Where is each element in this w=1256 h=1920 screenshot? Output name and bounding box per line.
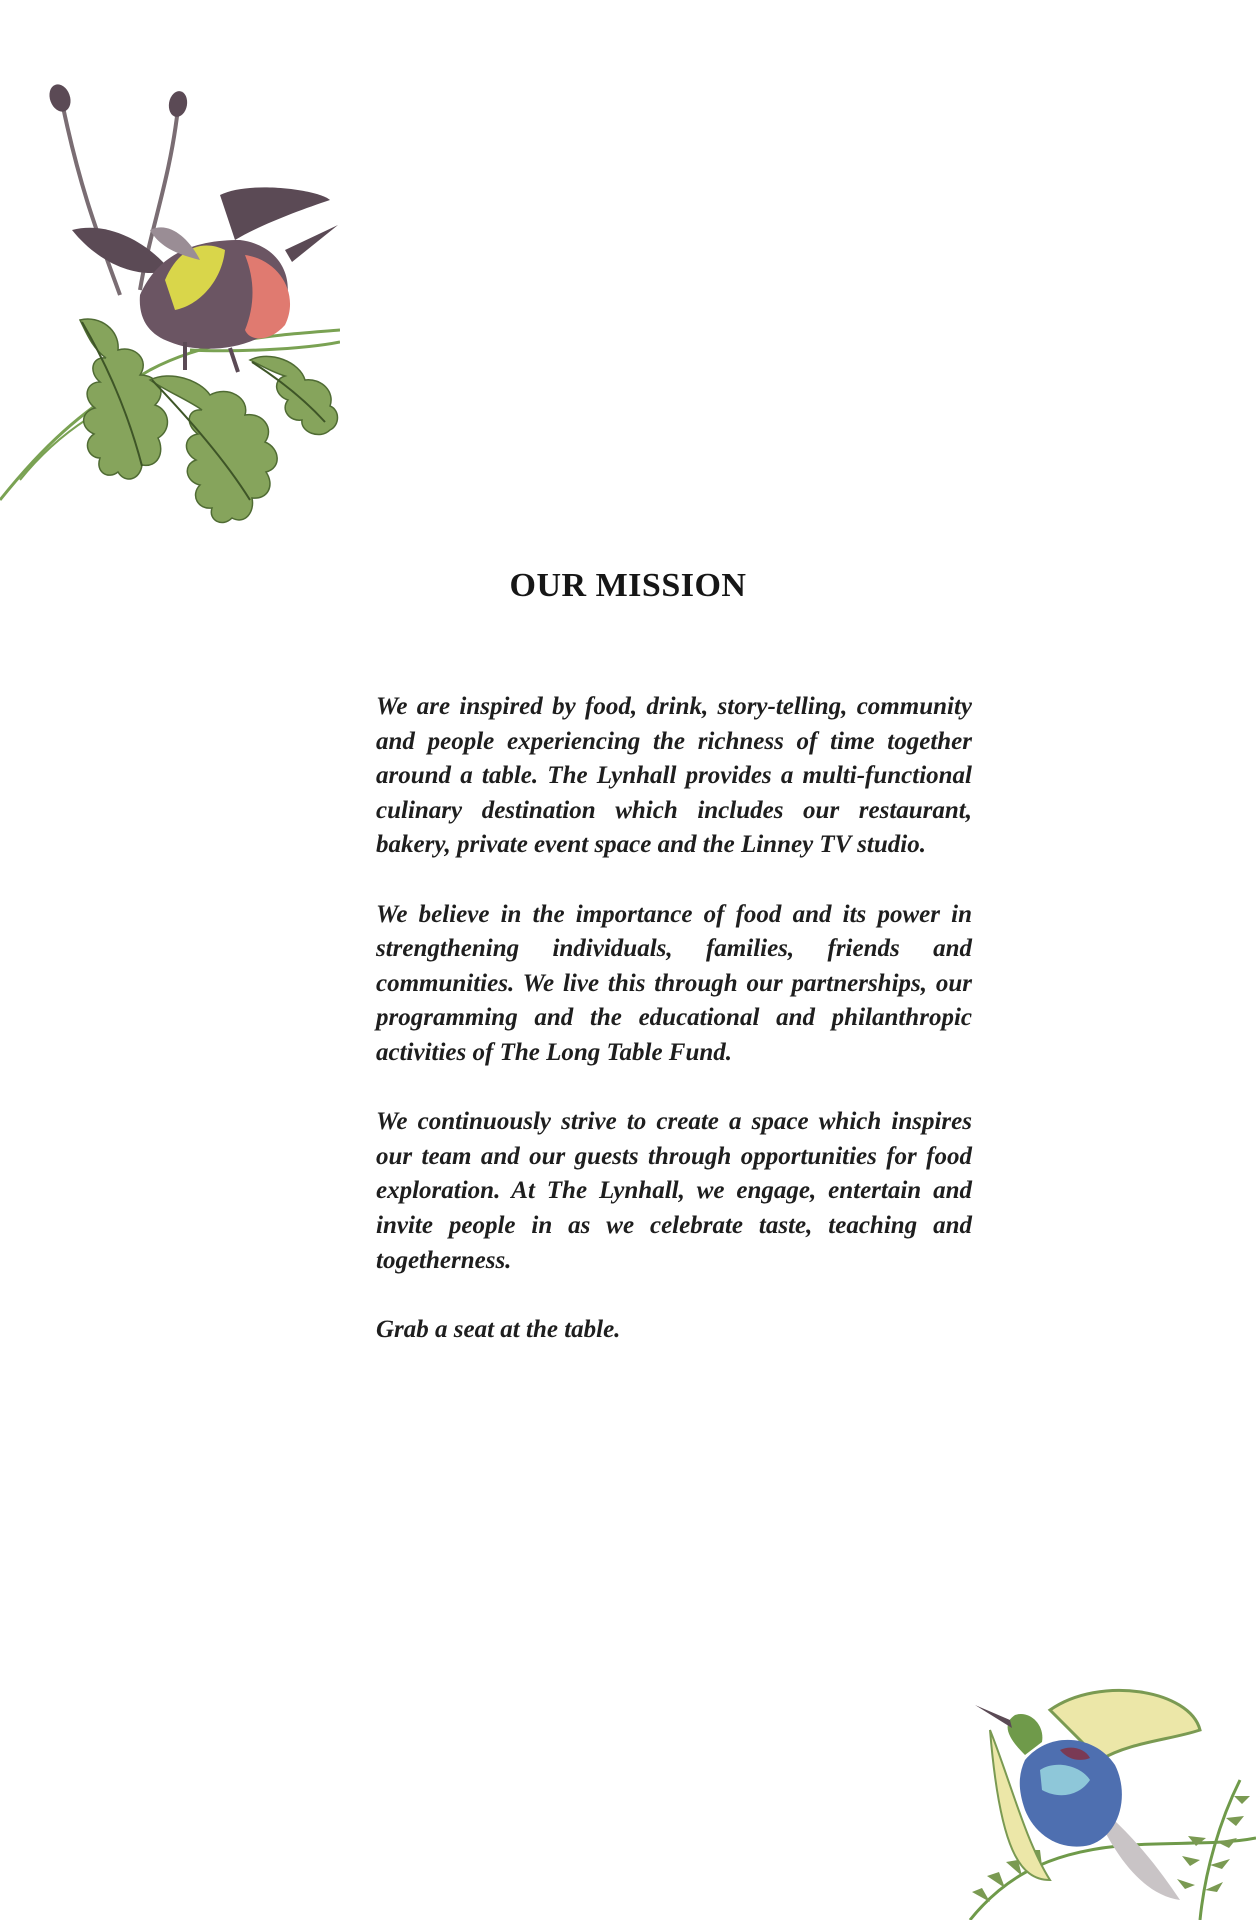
hummingbird-illustration: [0, 80, 340, 550]
mission-paragraph: We continuously strive to create a space which inspires our team and our guests through opportunities for food exploration. At The Lynhall, we engage, entertain and invite people in as we celebrate taste, teaching and togetherness.: [376, 1108, 972, 1274]
closing-line: Grab a seat at the table.: [376, 1315, 621, 1343]
bird-illustration: [930, 1670, 1256, 1920]
mission-paragraph: We believe in the importance of food and its power in strengthening individuals, families, friends and communities. We live this through our partnerships, our programming and the educational and philanthropic activities of The Long Table Fund.: [376, 900, 972, 1066]
mission-text: [376, 690, 972, 1382]
page-title: OUR MISSION: [509, 566, 747, 604]
mission-paragraph: We are inspired by food, drink, story-telling, community and people experiencing the richness of time together around a table. The Lynhall provides a multi-functional culinary destination which includes our restaurant, bakery, private event space and the Linney TV studio.: [376, 693, 972, 859]
